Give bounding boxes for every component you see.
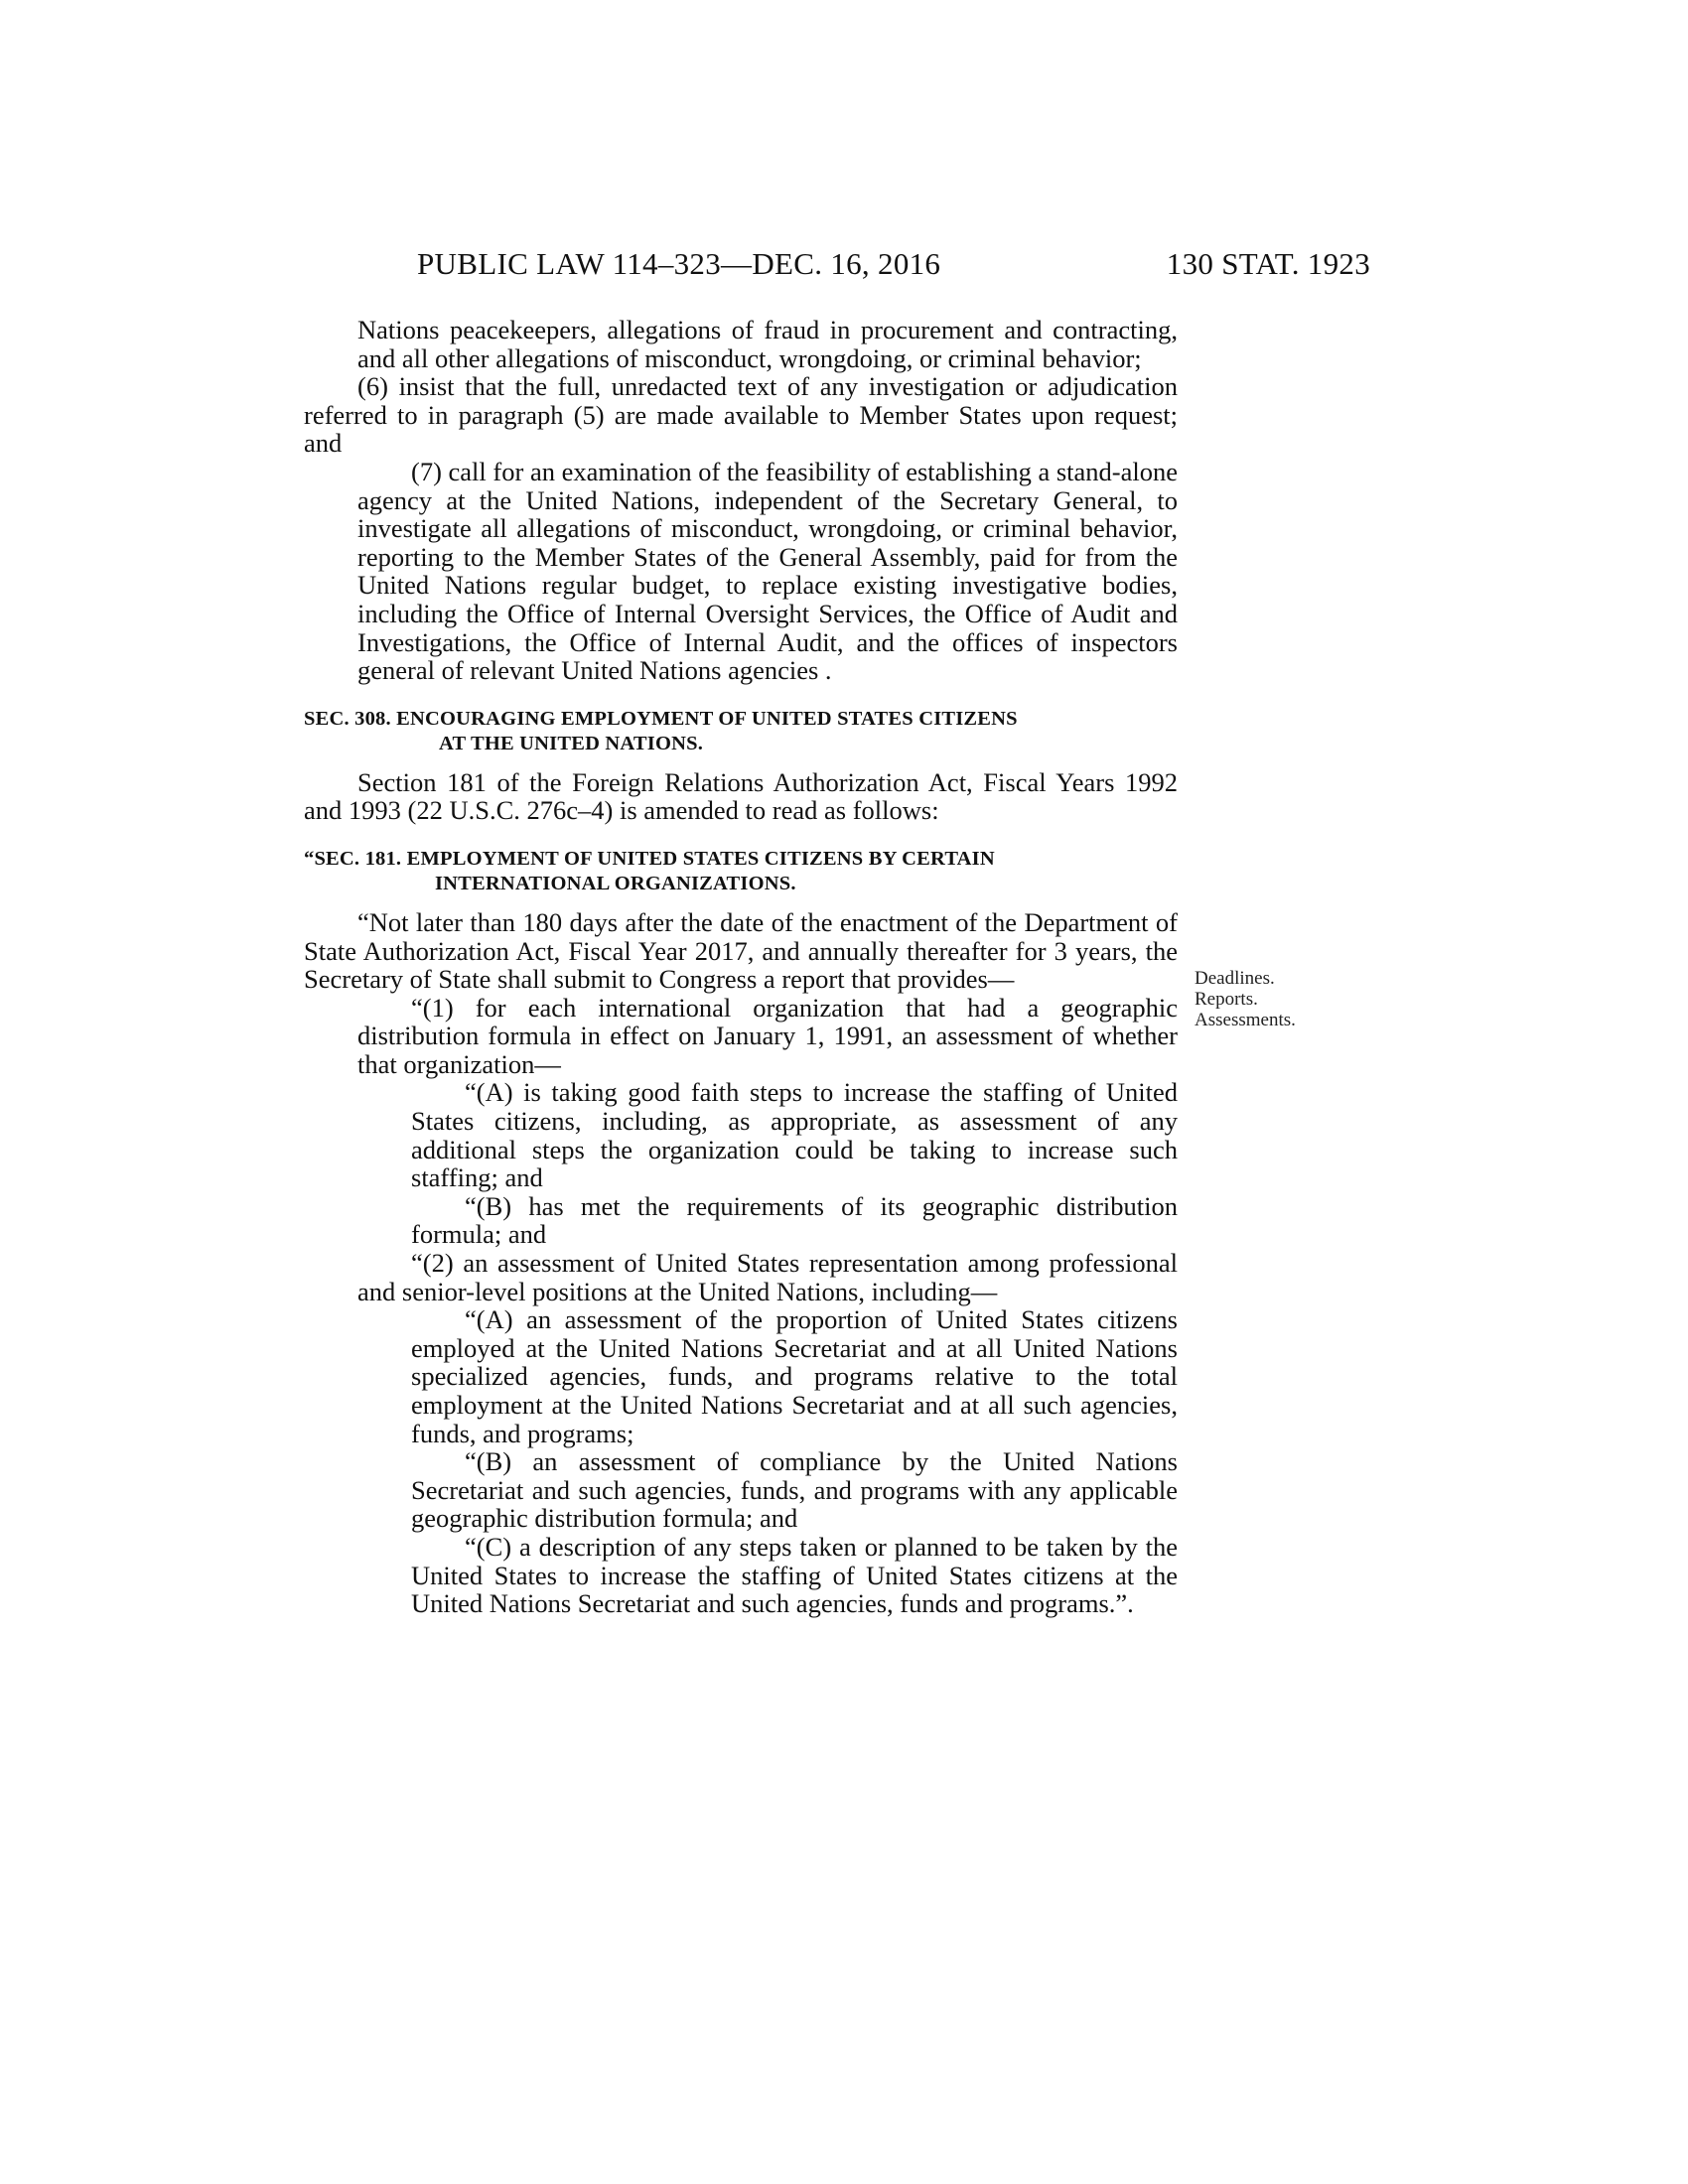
sec-181-heading-line1: “SEC. 181. EMPLOYMENT OF UNITED STATES CITIZENS BY CERTAIN xyxy=(304,847,995,870)
margin-note-deadlines: Deadlines. xyxy=(1195,968,1275,989)
paragraph-6: (6) insist that the full, unredacted text of any investigation or adjudication referred to in paragraph (5) are made available to Member States upon request; and xyxy=(304,371,1178,459)
page-header xyxy=(417,246,1370,286)
sec-181-heading xyxy=(304,847,1178,896)
margin-notes xyxy=(1195,968,1363,1030)
sec-308-heading-line2: AT THE UNITED NATIONS. xyxy=(439,732,704,754)
margin-note-reports: Reports. xyxy=(1195,989,1258,1010)
item-2: “(2) an assessment of United States representation among professional and senior-level positions at the United Nations, including— xyxy=(357,1248,1178,1306)
paragraph-7 xyxy=(304,458,1178,685)
item-1-b: “(B) has met the requirements of its geographic distribution formula; and xyxy=(411,1190,1178,1250)
sec-308-heading-line1: SEC. 308. ENCOURAGING EMPLOYMENT OF UNITED STATES CITIZENS xyxy=(304,707,1018,730)
stat-page-number: 130 STAT. 1923 xyxy=(1166,246,1370,281)
item-2-a: “(A) an assessment of the proportion of United States citizens employed at the United Nations Secretariat and at all United Nations specialized agencies, funds, and programs relative to the total employment at the United Nations Secretariat and at all such agencies, funds, and programs; xyxy=(411,1304,1178,1448)
paragraph-5-continued: Nations peacekeepers, allegations of fraud in procurement and contracting, and all other allegations of misconduct, wrongdoing, or criminal behavior; xyxy=(357,315,1178,373)
item-2-b: “(B) an assessment of compliance by the United Nations Secretariat and such agencies, funds, and programs with any applicable geographic distribution formula; and xyxy=(411,1446,1178,1534)
sec-181-heading-line2: INTERNATIONAL ORGANIZATIONS. xyxy=(435,872,796,894)
law-body xyxy=(304,316,1178,1618)
sec-308-intro: Section 181 of the Foreign Relations Authorization Act, Fiscal Years 1992 and 1993 (22 U.S.C. 276c–4) is amended to read as follows: xyxy=(304,766,1178,826)
item-2-c: “(C) a description of any steps taken or planned to be taken by the United States to increase the staffing of United States citizens at the United Nations Secretariat and such agencies, funds and programs.”. xyxy=(411,1531,1178,1619)
item-1: “(1) for each international organization that had a geographic distribution formula in effect on January 1, 1991, an assessment of whether that organization— xyxy=(357,992,1178,1079)
public-law-citation: PUBLIC LAW 114–323—DEC. 16, 2016 xyxy=(417,246,941,281)
sec-308-heading xyxy=(304,707,1178,756)
item-1-a: “(A) is taking good faith steps to increase the staffing of United States citizens, including, as appropriate, as assessment of any additional steps the organization could be taking to increase such staffing; and xyxy=(411,1077,1178,1193)
paragraph-7-text: (7) call for an examination of the feasibility of establishing a stand-alone agency at the United Nations, independent of the Secretary General, to investigate all allegations of misconduct, wrongdoing, or criminal behavior, reporting to the Member States of the General Assembly, paid for from the United Nations regular budget, to replace existing investigative bodies, including the Office of Internal Oversight Services, the Office of Audit and Investigations, the Office of Internal Audit, and the offices of inspectors general of relevant United Nations agencies . xyxy=(357,456,1178,686)
margin-note-assessments: Assessments. xyxy=(1195,1010,1296,1030)
sec-181-intro: “Not later than 180 days after the date of the enactment of the Department of State Authorization Act, Fiscal Year 2017, and annually thereafter for 3 years, the Secretary of State shall submit to Congress a report that provides— xyxy=(304,906,1178,995)
